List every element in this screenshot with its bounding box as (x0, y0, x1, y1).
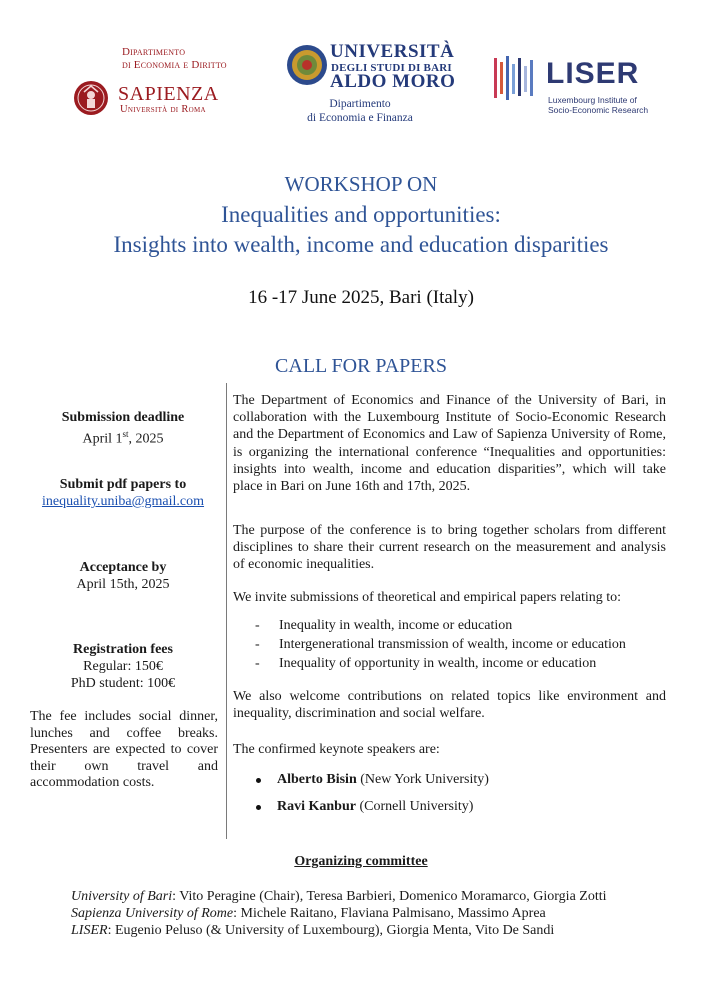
bullet-dot (256, 805, 261, 810)
bullet-dot (256, 778, 261, 783)
bari-name-line1: UNIVERSITÀ (330, 41, 455, 62)
bari-name-line3: ALDO MORO (330, 71, 456, 92)
liser-bars-logo (492, 56, 540, 100)
title-line2: Inequalities and opportunities: (221, 202, 501, 227)
title-line3: Insights into wealth, income and education disparities (113, 232, 609, 257)
bari-department-line2: di Economia e Finanza (307, 112, 413, 124)
keynote-speaker: Ravi Kanbur (Cornell University) (277, 799, 473, 815)
submit-papers-label: Submit pdf papers to (59, 477, 187, 492)
acceptance-value: April 15th, 2025 (76, 577, 170, 592)
liser-subtitle-line2: Socio-Economic Research (548, 105, 649, 115)
sapienza-seal-logo (72, 78, 110, 118)
committee-row: LISER: Eugenio Peluso (& University of Luxembourg), Giorgia Menta, Vito De Sandi (71, 923, 555, 938)
fee-regular: Regular: 150€ (83, 659, 163, 674)
keynote-speaker: Alberto Bisin (New York University) (277, 772, 489, 788)
bari-name-line2: DEGLI STUDI DI BARI (331, 62, 452, 74)
purpose-paragraph: The purpose of the conference is to bring together scholars from different disciplines to share their current research on the measurement and analysis of economic inequalities. (233, 523, 666, 573)
invite-paragraph: We invite submissions of theoretical and empirical papers relating to: (233, 590, 622, 605)
date-place: 16 -17 June 2025, Bari (Italy) (248, 287, 474, 308)
fee-phd: PhD student: 100€ (70, 676, 176, 691)
submission-email-link[interactable]: inequality.uniba@gmail.com (41, 494, 205, 509)
bari-department-line1: Dipartimento (329, 98, 391, 110)
liser-name: LISER (546, 57, 640, 90)
committee-row: Sapienza University of Rome: Michele Raitano, Flaviana Palmisano, Massimo Aprea (71, 906, 546, 921)
liser-subtitle (548, 95, 648, 115)
submission-deadline-label: Submission deadline (61, 410, 185, 425)
liser-subtitle-line1: Luxembourg Institute of (548, 95, 637, 105)
sapienza-department-line1: Dipartimento (122, 46, 186, 58)
registration-fees (38, 641, 208, 692)
acceptance-label: Acceptance by (79, 560, 167, 575)
sapienza-department-line2: di Economia e Diritto (122, 59, 227, 71)
bari-department (305, 97, 415, 125)
welcome-paragraph: We also welcome contributions on related topics like environment and inequality, discrimination and social welfare. (233, 689, 666, 722)
title-line1: WORKSHOP ON (284, 172, 438, 196)
registration-fees-label: Registration fees (73, 642, 173, 657)
call-for-papers-heading: CALL FOR PAPERS (275, 355, 447, 377)
topic-item: - Intergenerational transmission of wealth, income or education (255, 637, 626, 652)
sapienza-department (122, 46, 227, 72)
bari-seal-logo (286, 42, 328, 88)
topic-item: - Inequality of opportunity in wealth, income or education (255, 656, 597, 671)
committee-heading: Organizing committee (294, 854, 428, 869)
keynote-intro: The confirmed keynote speakers are: (233, 742, 440, 757)
intro-paragraph: The Department of Economics and Finance of the University of Bari, in collaboration with the Luxembourg Institute of Socio-Economic Research and the Department of Economics and Law of Sapienza University of Rome, is organizing the international conference “Inequalities and opportunities: insights into wealth, income and education disparities”, which will take place in Bari on June 16th and 17th, 2025. (233, 393, 666, 495)
committee-row: University of Bari: Vito Peragine (Chair), Teresa Barbieri, Domenico Moramarco, Giorgia Zotti (71, 889, 607, 904)
fee-note: The fee includes social dinner, lunches and coffee breaks. Presenters are expected to cover their own travel and accommodation costs. (30, 709, 218, 790)
sapienza-subtitle: Università di Roma (120, 104, 206, 115)
submission-deadline (38, 409, 208, 448)
submission-deadline-value: April 1st, 2025 (82, 429, 164, 447)
sapienza-name: SAPIENZA (118, 83, 219, 105)
submit-papers (38, 476, 208, 510)
topic-item: - Inequality in wealth, income or education (255, 618, 513, 633)
column-divider (226, 383, 227, 839)
acceptance (38, 559, 208, 593)
